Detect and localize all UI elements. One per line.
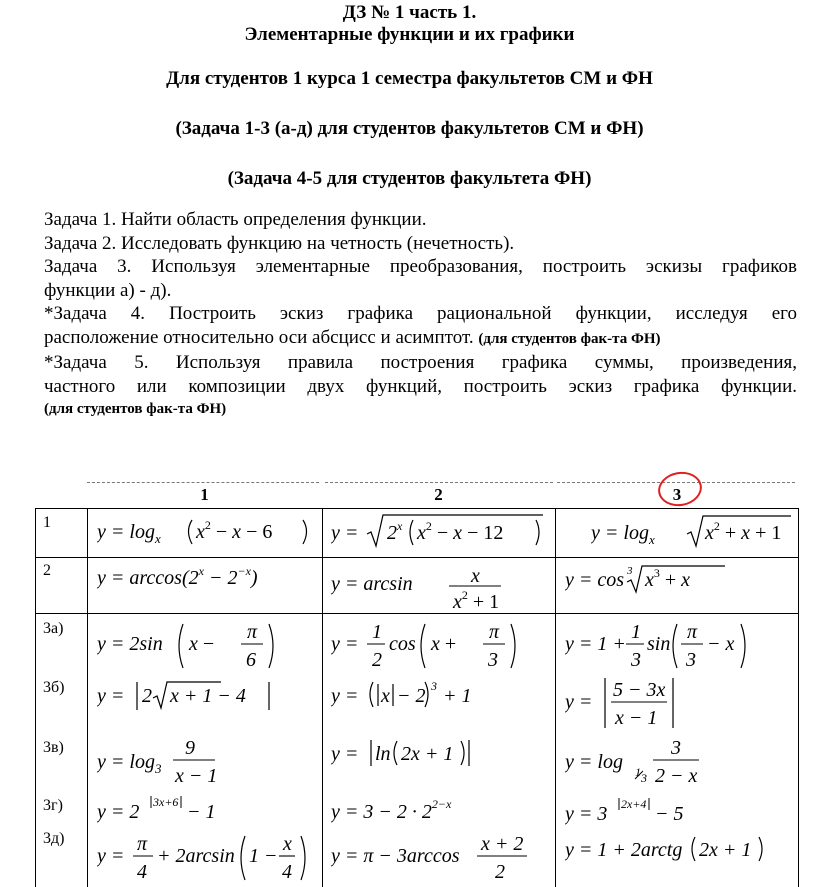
formula-2-2: [331, 560, 551, 612]
svg-text:x: x: [283, 833, 292, 855]
svg-text:y = 2: y = 2: [97, 801, 140, 823]
row-label-3a: 3а): [43, 620, 64, 637]
svg-text:1: 1: [372, 621, 382, 643]
svg-text:3: 3: [488, 649, 498, 671]
formula-3v-1: [97, 734, 317, 792]
svg-text:3: 3: [641, 771, 647, 785]
svg-text:5 − 3x: 5 − 3x: [613, 679, 666, 701]
formula-2-3: [565, 564, 795, 596]
svg-text:π: π: [137, 833, 148, 855]
formula-3b-3: [565, 674, 795, 732]
svg-text:y = 3 − 2 · 22−x: $y = 3 - 2 \cdot 2^{2-x}$: [331, 797, 452, 823]
svg-text:x −: x −: [189, 633, 215, 655]
svg-text:3x+6: 3x+6: [153, 795, 179, 809]
row-label-2: 2: [43, 562, 51, 579]
svg-text:y = 1 + 2arctg: y = 1 + 2arctg: [565, 839, 683, 861]
svg-text:4: 4: [282, 861, 292, 883]
task-5-line-2: частного или композиции двух функций, построить эскиз графика функции.: [44, 375, 797, 397]
svg-text:2: 2: [142, 685, 152, 707]
formula-3g-1: [97, 792, 317, 826]
svg-text:y =: y =: [331, 633, 359, 655]
svg-text:1: 1: [631, 621, 641, 643]
svg-text:3: 3: [631, 649, 641, 671]
svg-text:π: π: [489, 621, 500, 643]
svg-text:y = log: y = log: [565, 751, 623, 773]
column-header-1: 1: [200, 485, 209, 504]
svg-text:y =: y =: [331, 522, 359, 544]
svg-text:π: π: [687, 621, 698, 643]
svg-text:3: 3: [671, 737, 681, 759]
svg-text:cos: cos: [389, 633, 416, 655]
svg-text:− 1: − 1: [187, 801, 216, 823]
svg-text:π: π: [247, 621, 258, 643]
svg-text:x: x: [381, 685, 390, 707]
svg-text:x − 1: x − 1: [615, 707, 658, 729]
svg-text:1: 1: [635, 765, 641, 779]
svg-text:+ 2arcsin: + 2arcsin: [157, 845, 235, 867]
svg-text:2x + 1: 2x + 1: [699, 839, 752, 861]
svg-text:x + 1 − 4: x + 1 − 4: [170, 685, 246, 707]
formula-3g-3: [565, 794, 795, 828]
row-label-1: 1: [43, 514, 51, 531]
functions-table: [35, 480, 799, 887]
svg-text:x3 + x: $x^3 + x$: [645, 566, 691, 591]
row-label-3d: 3д): [43, 830, 65, 847]
svg-text:2x+4: 2x+4: [621, 797, 647, 811]
svg-text:y = cos: y = cos: [565, 569, 625, 591]
svg-text:x +: x +: [431, 633, 457, 655]
svg-text:x2 + 1: $x^2 + 1$: [453, 588, 500, 612]
svg-text:y = logx: $y = \log_x$: [591, 522, 655, 547]
formula-1-2: [331, 512, 551, 550]
svg-text:3: 3: [686, 649, 696, 671]
svg-text:y = 1 +: y = 1 +: [565, 633, 626, 655]
formula-3v-3: [565, 734, 795, 792]
formula-1-1: [97, 514, 317, 548]
formula-3d-3: [565, 832, 795, 866]
task-5-line-1: *Задача 5. Используя правила построения графика суммы, произведения,: [44, 352, 797, 373]
doc-subtitle: Элементарные функции и их графики: [244, 24, 575, 45]
column-header-2: 2: [434, 485, 443, 504]
svg-text:y = π − 3arccos: y = π − 3arccos: [331, 845, 460, 867]
svg-text:3: 3: [627, 565, 633, 577]
svg-text:9: 9: [185, 737, 195, 759]
formula-3v-2: [331, 736, 551, 770]
task-3-line-2: функции а) - д).: [44, 279, 172, 301]
svg-text:2x + 1: 2x + 1: [401, 743, 454, 765]
svg-text:− 2: − 2: [397, 685, 426, 707]
formula-1-3: [591, 512, 791, 550]
svg-text:y = arccos(2x − 2−x): $y = \arccos(2^x - 2^{-x})$: [97, 564, 258, 589]
audience-line: Для студентов 1 курса 1 семестра факультетов СМ и ФН: [166, 68, 653, 89]
task-list: [44, 208, 797, 422]
formula-3a-2: [331, 616, 551, 674]
svg-text:2: 2: [495, 861, 505, 883]
svg-text:x − 1: x − 1: [175, 765, 218, 787]
task-4-line-1: *Задача 4. Построить эскиз графика рациональной функции, исследуя его: [44, 303, 797, 324]
svg-text:2 − x: 2 − x: [655, 765, 698, 787]
svg-text:6: 6: [246, 649, 256, 671]
task-4-line-2: расположение относительно оси абсцисс и асимптот. (для студентов фак-та ФН): [44, 326, 661, 348]
row-label-3b: 3б): [43, 679, 65, 696]
formula-3g-2: [331, 792, 551, 826]
svg-text:− x: − x: [707, 633, 735, 655]
svg-text:x2 − x − 6: $x^2 - x - 6$: [196, 518, 273, 543]
svg-text:4: 4: [137, 861, 147, 883]
row-label-3v: 3в): [43, 739, 64, 756]
row-label-3g: 3г): [43, 797, 63, 814]
task-1: Задача 1. Найти область определения функции.: [44, 209, 427, 230]
svg-text:x + 2: x + 2: [481, 833, 524, 855]
svg-text:y = log3: $y = \log_3$: [97, 751, 162, 776]
svg-text:2: 2: [372, 649, 382, 671]
scope-line-1: (Задача 1-3 (а-д) для студентов факультетов СМ и ФН): [175, 118, 644, 139]
svg-text:2x: 2$^x$: [387, 519, 403, 544]
formula-3b-1: [97, 678, 317, 714]
task-3-line-1: Задача 3. Используя элементарные преобразования, построить эскизы графиков: [44, 256, 797, 277]
task-2: Задача 2. Исследовать функцию на четность (нечетность).: [44, 232, 515, 254]
svg-text:1 −: 1 −: [249, 845, 278, 867]
doc-title: ДЗ № 1 часть 1.: [342, 2, 477, 23]
svg-text:y =: y =: [97, 845, 125, 867]
svg-text:− 5: − 5: [655, 803, 684, 825]
svg-text:y =: y =: [331, 743, 359, 765]
task-5-note: (для студентов фак-та ФН): [44, 401, 227, 417]
column-header-3: 3: [672, 485, 682, 504]
task-4-note: (для студентов фак-та ФН): [478, 330, 661, 347]
formula-3a-3: [565, 616, 795, 674]
svg-text:sin: sin: [647, 633, 671, 655]
svg-text:y =: y =: [97, 685, 125, 707]
formula-2-1: [97, 562, 317, 592]
svg-text:y = 2sin: y = 2sin: [97, 633, 163, 655]
formula-3a-1: [97, 616, 317, 674]
svg-text:y = 3: y = 3: [565, 803, 608, 825]
svg-text:x2 − x − 12: $x^2 - x - 12$: [417, 519, 504, 544]
svg-text:y = arcsin: y = arcsin: [331, 573, 413, 595]
formula-3b-2: [331, 676, 551, 712]
svg-text:3: 3: [431, 679, 437, 693]
svg-text:x: x: [471, 565, 480, 587]
svg-text:y =: y =: [565, 691, 593, 713]
formula-3d-2: [331, 830, 555, 886]
svg-text:+ 1: + 1: [443, 685, 472, 707]
scope-line-2: (Задача 4-5 для студентов факультета ФН): [227, 168, 592, 189]
svg-text:y =: y =: [331, 685, 359, 707]
svg-text:x2 + x + 1: $x^2 + x + 1$: [705, 519, 782, 544]
formula-3d-1: [97, 828, 322, 886]
svg-text:y = logx: $y = \log_x$: [97, 521, 161, 546]
svg-text:ln: ln: [375, 743, 391, 765]
